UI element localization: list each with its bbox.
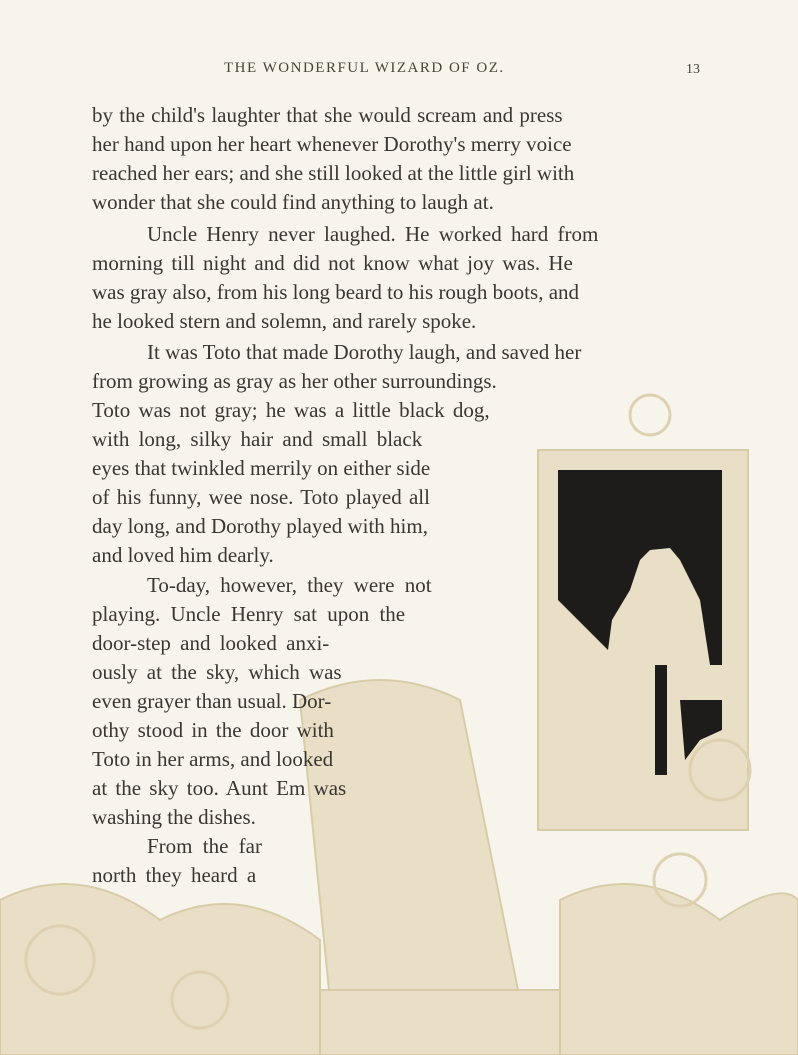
text-line: Uncle Henry never laughed. He worked hard from [147, 222, 599, 246]
text-line: was gray also, from his long beard to his rough boots, and [92, 280, 580, 304]
page-header-title: THE WONDERFUL WIZARD OF OZ. [224, 60, 505, 76]
text-line: washing the dishes. [92, 805, 256, 829]
text-line: reached her ears; and she still looked at the little girl with [92, 161, 575, 185]
ground-step [320, 990, 560, 1055]
text-line: It was Toto that made Dorothy laugh, and saved her [147, 340, 582, 364]
running-header [0, 60, 798, 84]
text-line: door-step and looked anxi- [92, 631, 330, 655]
text-line: To-day, however, they were not [147, 573, 432, 597]
text-line: by the child's laughter that she would scream and press [92, 103, 563, 127]
text-line: north they heard a [92, 863, 257, 887]
text-line: from growing as gray as her other surroundings. [92, 369, 497, 393]
page-number: 13 [686, 62, 700, 77]
text-line: wonder that she could find anything to laugh at. [92, 190, 494, 214]
horseshoe-icon [630, 395, 670, 435]
text-line: day long, and Dorothy played with him, [92, 514, 428, 538]
text-line: Toto in her arms, and looked [92, 747, 334, 771]
text-line: of his funny, wee nose. Toto played all [92, 485, 430, 509]
text-line: at the sky too. Aunt Em was [92, 776, 347, 800]
text-line: he looked stern and solemn, and rarely spoke. [92, 309, 477, 333]
sunflower-field-right [560, 884, 798, 1055]
text-line: Toto was not gray; he was a little black dog, [92, 398, 490, 422]
text-line: morning till night and did not know what joy was. He [92, 251, 573, 275]
text-line: eyes that twinkled merrily on either side [92, 456, 431, 480]
text-line: and loved him dearly. [92, 543, 274, 567]
door-frame-shape [655, 665, 667, 775]
text-line: ously at the sky, which was [92, 660, 342, 684]
text-line: even grayer than usual. Dor- [92, 689, 332, 713]
text-line: playing. Uncle Henry sat upon the [92, 602, 406, 626]
text-line: her hand upon her heart whenever Dorothy's merry voice [92, 132, 572, 156]
text-line: othy stood in the door with [92, 718, 334, 742]
text-line: From the far [147, 834, 262, 858]
text-line: with long, silky hair and small black [92, 427, 423, 451]
sunflower-field-left [0, 884, 320, 1055]
